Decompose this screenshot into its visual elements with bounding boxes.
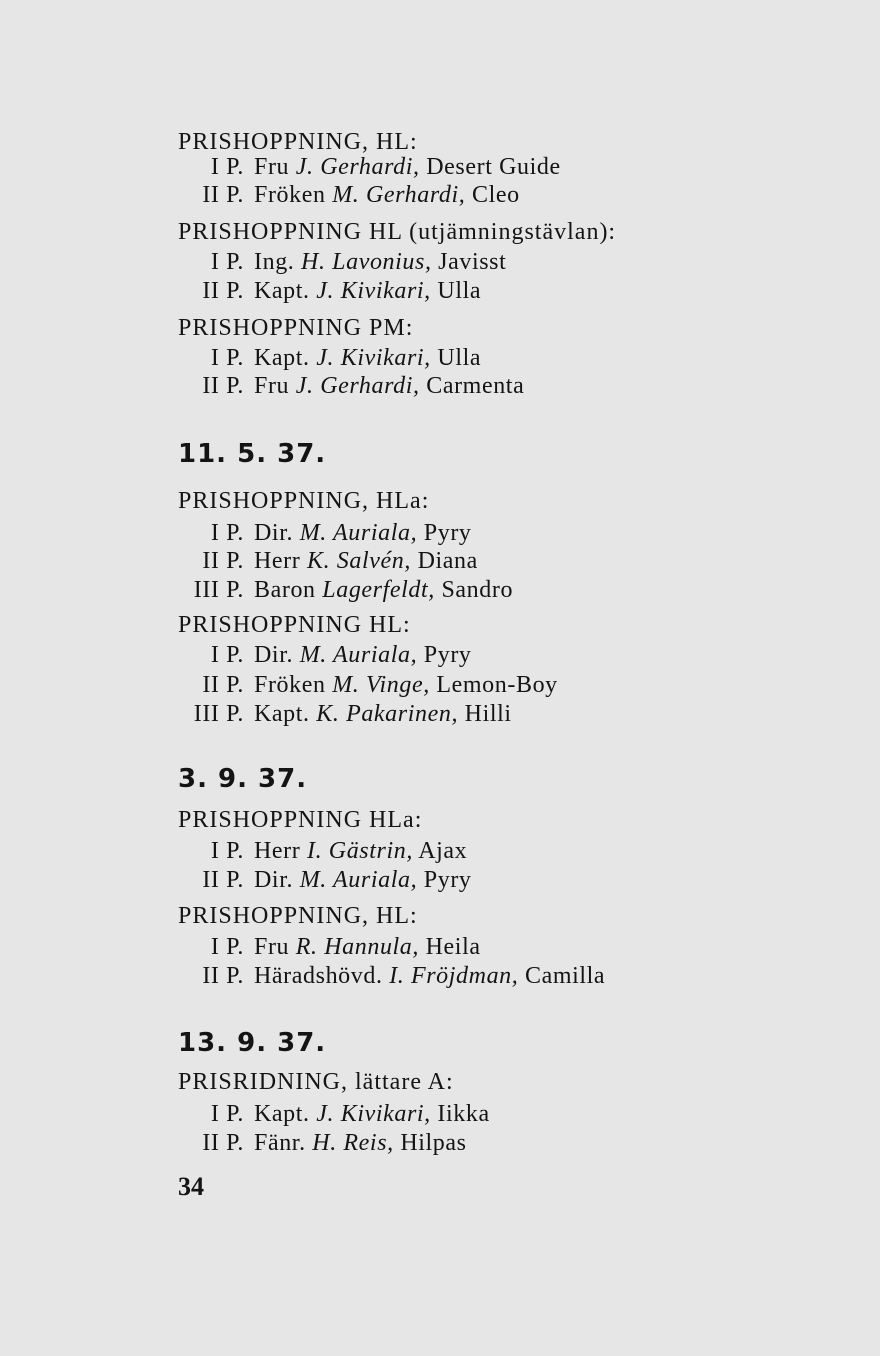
horse-name: Ajax <box>418 838 468 864</box>
section-heading: PRISHOPPNING HLa: <box>178 807 423 833</box>
rider-title: Fru <box>254 934 290 960</box>
rider-title: Kapt. <box>254 1101 310 1127</box>
result-entry <box>184 181 520 209</box>
section-heading: PRISHOPPNING HL: <box>178 612 411 638</box>
result-entry <box>184 372 524 400</box>
placing: I P. <box>210 520 244 546</box>
result-entry <box>184 153 561 181</box>
placing: I P. <box>210 838 244 864</box>
horse-name: Sandro <box>441 577 514 603</box>
rider-name: J. Gerhardi, <box>295 154 420 180</box>
rider-name: J. Kivikari, <box>316 345 431 371</box>
rider-title: Dir. <box>254 867 294 893</box>
rider-name: Lagerfeldt, <box>322 577 435 603</box>
section-heading: PRISHOPPNING HL (utjämningstävlan): <box>178 219 617 245</box>
rider-name: H. Reis, <box>312 1130 394 1156</box>
section-heading: PRISHOPPNING PM: <box>178 315 414 341</box>
rider-name: M. Vinge, <box>332 672 430 698</box>
result-entry <box>184 576 513 604</box>
result-entry <box>184 641 472 669</box>
rider-name: K. Pakarinen, <box>316 701 459 727</box>
rider-title: Ing. <box>254 249 295 275</box>
placing: III P. <box>193 577 244 603</box>
horse-name: Carmenta <box>426 373 525 399</box>
placing: II P. <box>202 373 244 399</box>
rider-title: Fru <box>254 154 290 180</box>
horse-name: Pyry <box>423 867 472 893</box>
placing: II P. <box>202 867 244 893</box>
result-entry <box>184 866 472 894</box>
result-entry <box>184 837 467 865</box>
rider-name: H. Lavonius, <box>301 249 432 275</box>
placing: III P. <box>193 701 244 727</box>
placing: I P. <box>210 934 244 960</box>
rider-title: Häradshövd. <box>254 963 383 989</box>
rider-name: R. Hannula, <box>295 934 420 960</box>
rider-name: J. Kivikari, <box>316 278 431 304</box>
event-date: 11. 5. 37. <box>178 439 327 469</box>
horse-name: Camilla <box>525 963 606 989</box>
horse-name: Lemon-Boy <box>436 672 558 698</box>
rider-title: Dir. <box>254 642 294 668</box>
placing: II P. <box>202 1130 244 1156</box>
result-entry <box>184 248 506 276</box>
section-heading: PRISHOPPNING, HL: <box>178 903 418 929</box>
horse-name: Javisst <box>438 249 507 275</box>
horse-name: Heila <box>425 934 481 960</box>
placing: II P. <box>202 963 244 989</box>
placing: I P. <box>210 345 244 371</box>
result-entry <box>184 962 605 990</box>
result-entry <box>184 1129 467 1157</box>
placing: II P. <box>202 278 244 304</box>
horse-name: Cleo <box>472 182 520 208</box>
result-entry <box>184 933 481 961</box>
placing: I P. <box>210 154 244 180</box>
rider-name: M. Gerhardi, <box>332 182 466 208</box>
event-date: 13. 9. 37. <box>178 1028 327 1058</box>
rider-title: Baron <box>254 577 316 603</box>
horse-name: Desert Guide <box>426 154 561 180</box>
horse-name: Iikka <box>437 1101 490 1127</box>
result-entry <box>184 547 478 575</box>
rider-title: Fänr. <box>254 1130 306 1156</box>
horse-name: Ulla <box>437 345 482 371</box>
placing: I P. <box>210 642 244 668</box>
horse-name: Hilpas <box>400 1130 467 1156</box>
rider-title: Fröken <box>254 672 326 698</box>
placing: I P. <box>210 1101 244 1127</box>
result-entry <box>184 519 472 547</box>
page-number: 34 <box>178 1172 204 1201</box>
rider-name: M. Auriala, <box>299 867 418 893</box>
rider-title: Fru <box>254 373 290 399</box>
rider-name: I. Gästrin, <box>306 838 413 864</box>
result-entry <box>184 671 558 699</box>
result-entry <box>184 700 512 728</box>
rider-name: I. Fröjdman, <box>389 963 519 989</box>
horse-name: Ulla <box>437 278 482 304</box>
placing: I P. <box>210 249 244 275</box>
rider-title: Fröken <box>254 182 326 208</box>
result-entry <box>184 277 481 305</box>
horse-name: Hilli <box>464 701 512 727</box>
result-entry <box>184 1100 490 1128</box>
rider-name: M. Auriala, <box>299 642 418 668</box>
rider-title: Kapt. <box>254 701 310 727</box>
rider-title: Dir. <box>254 520 294 546</box>
rider-name: J. Kivikari, <box>316 1101 431 1127</box>
rider-title: Kapt. <box>254 278 310 304</box>
rider-name: K. Salvén, <box>306 548 411 574</box>
placing: II P. <box>202 548 244 574</box>
rider-title: Herr <box>254 838 301 864</box>
rider-title: Kapt. <box>254 345 310 371</box>
section-heading: PRISHOPPNING, HL: <box>178 129 418 155</box>
rider-title: Herr <box>254 548 301 574</box>
placing: II P. <box>202 182 244 208</box>
section-heading: PRISHOPPNING, HLa: <box>178 488 430 514</box>
event-date: 3. 9. 37. <box>178 764 308 794</box>
section-heading: PRISRIDNING, lättare A: <box>178 1069 454 1095</box>
rider-name: M. Auriala, <box>299 520 418 546</box>
horse-name: Diana <box>417 548 478 574</box>
horse-name: Pyry <box>423 642 472 668</box>
horse-name: Pyry <box>423 520 472 546</box>
placing: II P. <box>202 672 244 698</box>
result-entry <box>184 344 481 372</box>
rider-name: J. Gerhardi, <box>295 373 420 399</box>
